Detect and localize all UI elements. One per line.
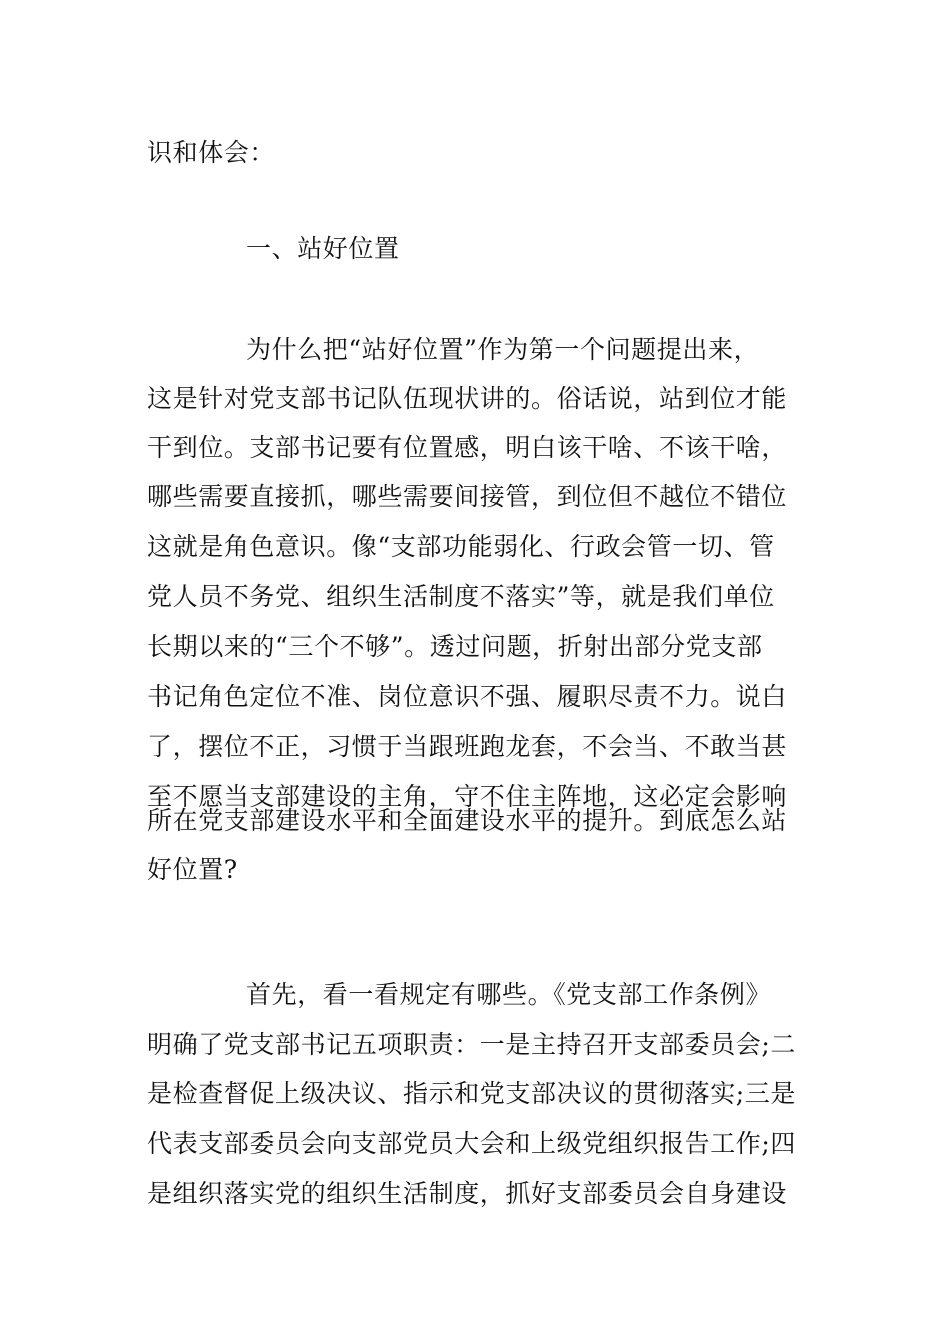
text-line: 是检查督促上级决议、指示和党支部决议的贯彻落实;三是 <box>147 1079 797 1108</box>
text-line: 这是针对党支部书记队伍现状讲的。俗话说，站到位才能 <box>147 384 788 413</box>
text-line: 至不愿当支部建设的主角，守不住主阵地，这必定会影响 <box>147 782 788 811</box>
text-line: 是组织落实党的组织生活制度，抓好支部委员会自身建设 <box>147 1179 788 1208</box>
text-line: 代表支部委员会向支部党员大会和上级党组织报告工作;四 <box>147 1129 797 1158</box>
text-line: 长期以来的“三个不够”。透过问题，折射出部分党支部 <box>147 632 763 661</box>
text-line: 识和体会： <box>147 138 276 167</box>
text-line: 党人员不务党、组织生活制度不落实”等，就是我们单位 <box>147 582 775 611</box>
text-line: 首先，看一看规定有哪些。《党支部工作条例》 <box>246 980 772 1009</box>
text-line: 干到位。支部书记要有位置感，明白该干啥、不该干啥， <box>147 433 788 462</box>
text-line: 这就是角色意识。像“支部功能弱化、行政会管一切、管 <box>147 532 775 561</box>
section-heading: 一、站好位置 <box>246 234 400 263</box>
text-line: 明确了党支部书记五项职责：一是主持召开支部委员会;二 <box>147 1030 797 1059</box>
text-line: 书记角色定位不准、岗位意识不强、履职尽责不力。说白 <box>147 682 788 711</box>
text-line: 所在党支部建设水平和全面建设水平的提升。到底怎么站 <box>147 806 788 835</box>
text-line: 好位置? <box>147 855 238 884</box>
text-line: 了，摆位不正，习惯于当跟班跑龙套，不会当、不敢当甚 <box>147 732 788 761</box>
text-line: 哪些需要直接抓，哪些需要间接管，到位但不越位不错位 <box>147 482 788 511</box>
text-line: 为什么把“站好位置”作为第一个问题提出来， <box>246 335 760 364</box>
